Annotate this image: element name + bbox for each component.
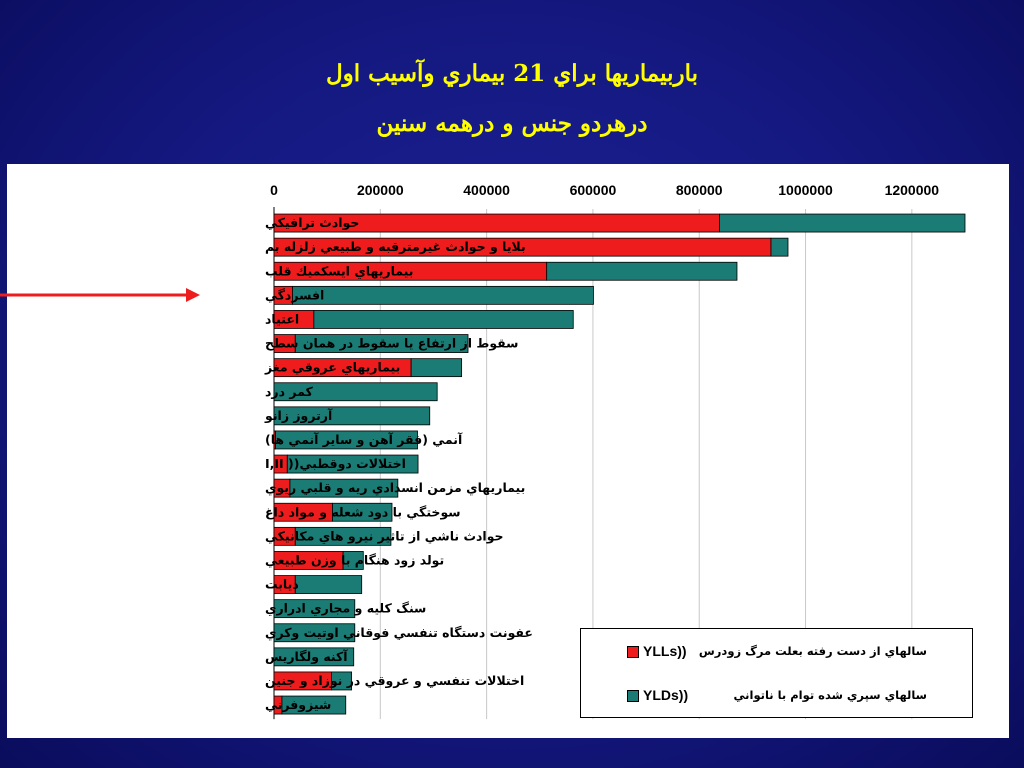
- category-label: بيماريهاي ايسكميك قلب: [265, 263, 414, 279]
- bar-yld: [719, 214, 965, 232]
- bar-yld: [411, 359, 461, 377]
- bar-yld: [293, 286, 594, 304]
- category-label: بلايا و حوادث غيرمترقبه و طبيعي زلزله بم: [265, 239, 526, 255]
- category-label: ديابت: [265, 576, 299, 592]
- category-label: اعتياد: [265, 311, 300, 327]
- category-label: آكنه ولگاريس: [265, 648, 348, 664]
- category-label: شيزوفرني: [265, 697, 332, 713]
- category-label: آرتروز زانو: [265, 407, 333, 423]
- legend-abbr-ylls: YLLs)): [643, 643, 687, 659]
- category-label: بيماريهاي عروقي مغز: [265, 359, 401, 375]
- chart-title-line2: درهردو جنس و درهمه سنين: [376, 110, 648, 137]
- legend-abbr-ylds: YLDs)): [643, 687, 689, 703]
- highlight-arrow-icon: [0, 285, 200, 305]
- legend-text-ylls: سالهاي از دست رفته بعلت مرگ زودرس: [698, 644, 927, 658]
- category-label: سنگ كليه و مجاري ادراري: [265, 600, 427, 616]
- category-label: بيماريهاي مزمن انسدادي ريه و قلبي ريوي: [265, 480, 526, 496]
- bar-yld: [547, 262, 737, 280]
- x-tick-label: 1200000: [884, 182, 940, 198]
- category-label: سوختگي با دود شعله و مواد داغ: [265, 504, 461, 520]
- legend-text-ylds: سالهاي سپري شده توام با ناتواني: [733, 688, 927, 702]
- x-tick-label: 1000000: [778, 182, 833, 198]
- x-tick-label: 400000: [463, 182, 510, 198]
- category-label: آنمي (فقر آهن و ساير آنمي ها): [265, 431, 463, 447]
- category-label: حوادث ناشي از تاثير نيرو هاي مكانيكي: [265, 528, 504, 544]
- x-tick-label: 800000: [675, 182, 723, 198]
- bar-yld: [771, 238, 788, 256]
- x-tick-label: 600000: [569, 182, 617, 198]
- bar-yld: [314, 310, 573, 328]
- x-tick-label: 200000: [356, 182, 404, 198]
- category-label: كمر درد: [265, 383, 313, 399]
- category-label: اختلالات تنفسي و عروقي در نوزاد و جنين: [265, 672, 525, 688]
- category-label: تولد زود هنگام با وزن طبيعي: [265, 552, 445, 568]
- legend: [580, 628, 973, 718]
- legend-item-ylds: [627, 687, 957, 707]
- chart-title-line1: باربيماريها براي 21 بيماري وآسيب اول: [325, 60, 699, 87]
- category-label: حوادث ترافيكي: [265, 215, 360, 231]
- legend-item-ylls: [627, 643, 957, 663]
- category-label: سقوط از ارتفاع يا سقوط در همان سطح: [265, 335, 519, 351]
- x-tick-label: 0: [270, 182, 278, 198]
- category-label: اختلالات دوقطبي(( I,II: [265, 456, 406, 472]
- bar-yld: [295, 576, 361, 594]
- legend-swatch-ylds: [627, 690, 639, 702]
- legend-swatch-ylls: [627, 646, 639, 658]
- category-label: عفونت دستگاه تنفسي فوقاني اوتيت وكري: [265, 624, 533, 640]
- category-label: افسردگي: [265, 287, 325, 303]
